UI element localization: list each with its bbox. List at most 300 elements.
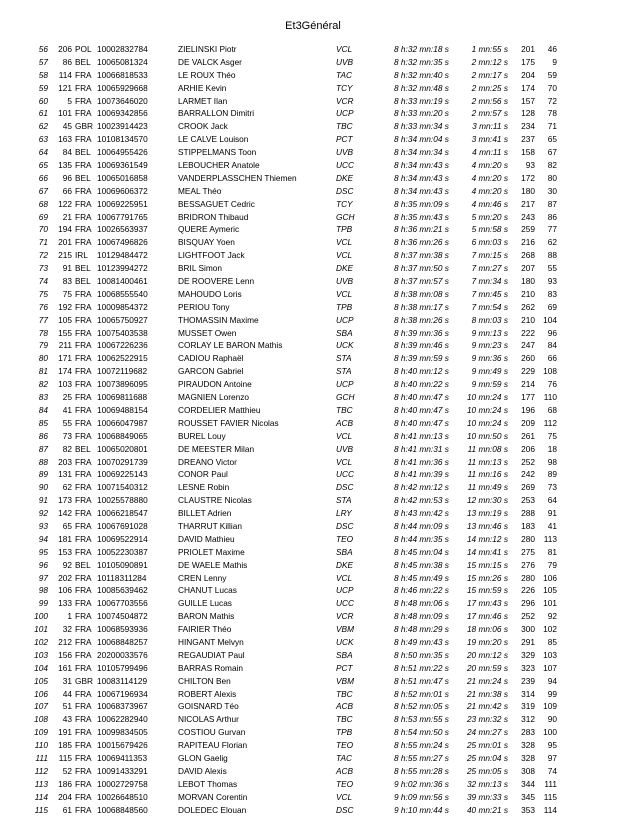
table-row — [0, 249, 626, 262]
time-cell: 8 h:40 mn:47 s — [394, 392, 449, 403]
table-row — [0, 804, 626, 817]
nationality-cell: FRA — [75, 430, 92, 441]
gap-cell: 20 mn:12 s — [466, 649, 508, 660]
gap-cell: 3 mn:41 s — [471, 134, 508, 145]
license-cell: 10085639462 — [97, 585, 148, 596]
nationality-cell: FRA — [75, 791, 92, 802]
position-cell: 88 — [547, 250, 557, 261]
rider-name-cell: LESNE Robin — [178, 482, 230, 493]
nationality-cell: POL — [75, 44, 92, 54]
bib-cell: 192 — [58, 301, 72, 312]
nationality-cell: FRA — [75, 417, 92, 428]
club-cell: VCR — [336, 611, 354, 622]
points-cell: 275 — [521, 546, 535, 557]
position-cell: 55 — [547, 263, 557, 274]
nationality-cell: FRA — [75, 288, 92, 299]
bib-cell: 163 — [58, 134, 72, 145]
bib-cell: 62 — [62, 482, 72, 493]
rider-name-cell: MAGNIEN Lorenzo — [178, 392, 250, 403]
club-cell: TBC — [336, 688, 353, 699]
rider-name-cell: LARMET Ilan — [178, 95, 228, 106]
license-cell: 10118311284 — [97, 572, 147, 583]
points-cell: 204 — [521, 69, 535, 80]
time-cell: 8 h:34 mn:43 s — [394, 185, 449, 196]
position-cell: 108 — [543, 366, 557, 377]
points-cell: 242 — [521, 469, 535, 480]
license-cell: 10091433291 — [97, 765, 148, 776]
time-cell: 8 h:34 mn:43 s — [394, 160, 449, 171]
nationality-cell: FRA — [75, 727, 92, 738]
table-row — [0, 327, 626, 340]
points-cell: 174 — [521, 82, 535, 93]
license-cell: 10068373967 — [97, 701, 148, 712]
rank-cell: 81 — [38, 366, 48, 377]
points-cell: 296 — [521, 598, 535, 609]
table-row — [0, 275, 626, 288]
club-cell: TBC — [336, 404, 353, 415]
rank-cell: 97 — [38, 572, 48, 583]
points-cell: 280 — [521, 533, 535, 544]
gap-cell: 25 mn:01 s — [466, 740, 508, 751]
gap-cell: 13 mn:46 s — [466, 520, 508, 531]
position-cell: 112 — [543, 417, 557, 428]
license-cell: 10105799496 — [97, 662, 148, 673]
rider-name-cell: CROOK Jack — [178, 121, 228, 132]
bib-cell: 215 — [58, 250, 72, 261]
rider-name-cell: ROUSSET FAVIER Nicolas — [178, 417, 279, 428]
rider-name-cell: MORVAN Corentin — [178, 791, 248, 802]
table-row — [0, 365, 626, 378]
time-cell: 8 h:55 mn:24 s — [394, 740, 449, 751]
gap-cell: 9 mn:13 s — [471, 327, 508, 338]
time-cell: 8 h:37 mn:38 s — [394, 250, 449, 261]
table-row — [0, 262, 626, 275]
time-cell: 8 h:50 mn:35 s — [394, 649, 449, 660]
nationality-cell: BEL — [75, 172, 91, 183]
table-row — [0, 443, 626, 456]
bib-cell: 191 — [58, 727, 72, 738]
license-cell: 10065020801 — [97, 443, 148, 454]
bib-cell: 203 — [58, 456, 72, 467]
table-row — [0, 404, 626, 417]
nationality-cell: FRA — [75, 662, 92, 673]
rider-name-cell: BESSAGUET Cedric — [178, 198, 255, 209]
points-cell: 175 — [521, 56, 535, 67]
bib-cell: 1 — [67, 611, 72, 622]
position-cell: 104 — [543, 314, 557, 325]
license-cell: 10108134570 — [97, 134, 148, 145]
time-cell: 8 h:42 mn:12 s — [394, 482, 449, 493]
points-cell: 323 — [521, 662, 535, 673]
position-cell: 95 — [547, 740, 557, 751]
gap-cell: 14 mn:41 s — [466, 546, 508, 557]
points-cell: 209 — [521, 417, 535, 428]
points-cell: 226 — [521, 585, 535, 596]
gap-cell: 10 mn:24 s — [466, 404, 508, 415]
rider-name-cell: MEAL Théo — [178, 185, 222, 196]
rider-name-cell: GARCON Gabriel — [178, 366, 244, 377]
table-row — [0, 572, 626, 585]
bib-cell: 21 — [62, 211, 72, 222]
license-cell: 10066818533 — [97, 69, 148, 80]
rank-cell: 85 — [38, 417, 48, 428]
table-row — [0, 700, 626, 713]
license-cell: 10015679426 — [97, 740, 148, 751]
rider-name-cell: NICOLAS Arthur — [178, 714, 239, 725]
gap-cell: 21 mn:42 s — [466, 701, 508, 712]
points-cell: 128 — [521, 108, 535, 119]
time-cell: 8 h:35 mn:43 s — [394, 211, 449, 222]
gap-cell: 11 mn:49 s — [467, 482, 508, 493]
license-cell: 10069522914 — [97, 533, 148, 544]
club-cell: VCL — [336, 288, 353, 299]
rank-cell: 94 — [38, 533, 48, 544]
rank-cell: 78 — [38, 327, 48, 338]
table-row — [0, 172, 626, 185]
rider-name-cell: COSTIOU Gurvan — [178, 727, 246, 738]
rank-cell: 92 — [38, 508, 48, 519]
license-cell: 10070291739 — [97, 456, 148, 467]
bib-cell: 96 — [62, 172, 72, 183]
points-cell: 172 — [521, 172, 535, 183]
time-cell: 8 h:44 mn:35 s — [394, 533, 449, 544]
position-cell: 62 — [547, 237, 557, 248]
club-cell: STA — [336, 353, 352, 364]
bib-cell: 156 — [58, 649, 72, 660]
license-cell: 10123994272 — [97, 263, 148, 274]
club-cell: SBA — [336, 327, 353, 338]
nationality-cell: GBR — [75, 121, 93, 132]
rider-name-cell: DE MEESTER Milan — [178, 443, 255, 454]
table-row — [0, 198, 626, 211]
bib-cell: 5 — [67, 95, 72, 106]
table-row — [0, 765, 626, 778]
license-cell: 10067196934 — [97, 688, 148, 699]
club-cell: STA — [336, 366, 352, 377]
rank-cell: 57 — [38, 56, 48, 67]
club-cell: STA — [336, 495, 352, 506]
bib-cell: 142 — [58, 508, 72, 519]
time-cell: 8 h:53 mn:55 s — [394, 714, 449, 725]
time-cell: 8 h:37 mn:57 s — [394, 276, 449, 287]
position-cell: 107 — [543, 662, 557, 673]
table-row — [0, 481, 626, 494]
table-row — [0, 339, 626, 352]
nationality-cell: FRA — [75, 211, 92, 222]
gap-cell: 14 mn:12 s — [466, 533, 508, 544]
club-cell: UCP — [336, 585, 354, 596]
club-cell: SBA — [336, 546, 353, 557]
license-cell: 10068593936 — [97, 624, 148, 635]
rider-name-cell: DAVID Mathieu — [178, 533, 235, 544]
bib-cell: 91 — [62, 263, 72, 274]
table-row — [0, 69, 626, 82]
license-cell: 10099834505 — [97, 727, 148, 738]
rank-cell: 106 — [34, 688, 48, 699]
license-cell: 10002832784 — [97, 44, 148, 54]
bib-cell: 121 — [58, 82, 72, 93]
club-cell: VCR — [336, 95, 354, 106]
nationality-cell: FRA — [75, 456, 92, 467]
rank-cell: 96 — [38, 559, 48, 570]
points-cell: 252 — [521, 456, 535, 467]
position-cell: 96 — [547, 327, 557, 338]
rider-name-cell: BRIL Simon — [178, 263, 222, 274]
rank-cell: 69 — [38, 211, 48, 222]
bib-cell: 171 — [58, 353, 72, 364]
nationality-cell: FRA — [75, 611, 92, 622]
rank-cell: 56 — [38, 44, 48, 54]
time-cell: 8 h:54 mn:50 s — [394, 727, 449, 738]
bib-cell: 106 — [58, 585, 72, 596]
club-cell: GCH — [336, 211, 355, 222]
gap-cell: 7 mn:34 s — [471, 276, 508, 287]
time-cell: 8 h:33 mn:19 s — [394, 95, 449, 106]
rank-cell: 104 — [34, 662, 48, 673]
bib-cell: 66 — [62, 185, 72, 196]
table-row — [0, 417, 626, 430]
position-cell: 89 — [547, 469, 557, 480]
nationality-cell: FRA — [75, 649, 92, 660]
rank-cell: 62 — [38, 121, 48, 132]
bib-cell: 84 — [62, 147, 72, 158]
time-cell: 8 h:41 mn:36 s — [394, 456, 449, 467]
bib-cell: 73 — [62, 430, 72, 441]
rider-name-cell: LIGHTFOOT Jack — [178, 250, 245, 261]
points-cell: 261 — [521, 430, 535, 441]
nationality-cell: FRA — [75, 69, 92, 80]
time-cell: 8 h:45 mn:49 s — [394, 572, 449, 583]
bib-cell: 185 — [58, 740, 72, 751]
license-cell: 10062282940 — [97, 714, 148, 725]
club-cell: LRY — [336, 508, 352, 519]
license-cell: 10067496826 — [97, 237, 148, 248]
club-cell: VCL — [336, 44, 353, 54]
position-cell: 87 — [547, 198, 557, 209]
nationality-cell: FRA — [75, 134, 92, 145]
time-cell: 8 h:40 mn:12 s — [394, 366, 449, 377]
gap-cell: 15 mn:26 s — [466, 572, 508, 583]
rank-cell: 71 — [38, 237, 48, 248]
bib-cell: 186 — [58, 778, 72, 789]
time-cell: 8 h:55 mn:27 s — [394, 752, 449, 763]
position-cell: 76 — [547, 379, 557, 390]
bib-cell: 55 — [62, 417, 72, 428]
club-cell: UVB — [336, 443, 354, 454]
nationality-cell: FRA — [75, 585, 92, 596]
table-row — [0, 159, 626, 172]
gap-cell: 4 mn:20 s — [471, 160, 508, 171]
time-cell: 8 h:41 mn:13 s — [394, 430, 449, 441]
bib-cell: 86 — [62, 56, 72, 67]
points-cell: 314 — [521, 688, 535, 699]
time-cell: 8 h:48 mn:06 s — [394, 598, 449, 609]
license-cell: 10073896095 — [97, 379, 148, 390]
gap-cell: 9 mn:36 s — [471, 353, 508, 364]
nationality-cell: FRA — [75, 82, 92, 93]
position-cell: 65 — [547, 134, 557, 145]
rank-cell: 105 — [34, 675, 48, 686]
time-cell: 8 h:34 mn:43 s — [394, 172, 449, 183]
position-cell: 66 — [547, 353, 557, 364]
bib-cell: 153 — [58, 546, 72, 557]
time-cell: 8 h:42 mn:53 s — [394, 495, 449, 506]
nationality-cell: FRA — [75, 546, 92, 557]
license-cell: 10068555540 — [97, 288, 148, 299]
time-cell: 8 h:39 mn:46 s — [394, 340, 449, 351]
time-cell: 8 h:32 mn:48 s — [394, 82, 449, 93]
gap-cell: 18 mn:06 s — [466, 624, 508, 635]
rank-cell: 68 — [38, 198, 48, 209]
gap-cell: 25 mn:05 s — [466, 765, 508, 776]
time-cell: 8 h:48 mn:29 s — [394, 624, 449, 635]
club-cell: TPB — [336, 727, 353, 738]
table-row — [0, 713, 626, 726]
rank-cell: 72 — [38, 250, 48, 261]
position-cell: 41 — [547, 520, 557, 531]
time-cell: 8 h:41 mn:39 s — [394, 469, 449, 480]
club-cell: UCC — [336, 469, 354, 480]
rank-cell: 86 — [38, 430, 48, 441]
license-cell: 10068849065 — [97, 430, 148, 441]
rank-cell: 83 — [38, 392, 48, 403]
rank-cell: 87 — [38, 443, 48, 454]
club-cell: VCL — [336, 456, 353, 467]
club-cell: TEO — [336, 778, 354, 789]
table-row — [0, 675, 626, 688]
bib-cell: 92 — [62, 559, 72, 570]
rider-name-cell: LEBOT Thomas — [178, 778, 238, 789]
time-cell: 8 h:43 mn:42 s — [394, 508, 449, 519]
license-cell: 10066047987 — [97, 417, 148, 428]
points-cell: 276 — [521, 559, 535, 570]
table-row — [0, 778, 626, 791]
license-cell: 10073646020 — [97, 95, 148, 106]
club-cell: ACB — [336, 765, 354, 776]
rider-name-cell: BARRALLON Dimitri — [178, 108, 255, 119]
rider-name-cell: BILLET Adrien — [178, 508, 232, 519]
table-row — [0, 623, 626, 636]
license-cell: 10068848257 — [97, 636, 148, 647]
table-row — [0, 288, 626, 301]
points-cell: 180 — [521, 185, 535, 196]
points-cell: 252 — [521, 611, 535, 622]
club-cell: UCC — [336, 160, 354, 171]
nationality-cell: FRA — [75, 379, 92, 390]
bib-cell: 204 — [58, 791, 72, 802]
license-cell: 10071540312 — [97, 482, 148, 493]
bib-cell: 135 — [58, 160, 72, 171]
gap-cell: 5 mn:20 s — [471, 211, 508, 222]
rider-name-cell: CORLAY LE BARON Mathis — [178, 340, 283, 351]
position-cell: 92 — [547, 611, 557, 622]
gap-cell: 1 mn:55 s — [471, 44, 508, 54]
rank-cell: 75 — [38, 288, 48, 299]
bib-cell: 103 — [58, 379, 72, 390]
table-row — [0, 726, 626, 739]
bib-cell: 114 — [58, 69, 72, 80]
rider-name-cell: LEBOUCHER Anatole — [178, 160, 260, 171]
nationality-cell: FRA — [75, 701, 92, 712]
license-cell: 10105090891 — [97, 559, 148, 570]
club-cell: UVB — [336, 147, 354, 158]
table-row — [0, 546, 626, 559]
bib-cell: 105 — [58, 314, 72, 325]
nationality-cell: FRA — [75, 624, 92, 635]
gap-cell: 7 mn:54 s — [471, 301, 508, 312]
rider-name-cell: DE ROOVERE Lenn — [178, 276, 255, 287]
bib-cell: 181 — [58, 533, 72, 544]
bib-cell: 194 — [58, 224, 72, 235]
time-cell: 8 h:40 mn:22 s — [394, 379, 449, 390]
position-cell: 73 — [547, 482, 557, 493]
club-cell: DKE — [336, 172, 354, 183]
bib-cell: 61 — [62, 804, 72, 815]
position-cell: 102 — [543, 624, 557, 635]
nationality-cell: FRA — [75, 108, 92, 119]
table-row — [0, 456, 626, 469]
rank-cell: 89 — [38, 469, 48, 480]
nationality-cell: FRA — [75, 340, 92, 351]
points-cell: 247 — [521, 340, 535, 351]
table-row — [0, 559, 626, 572]
license-cell: 10052230387 — [97, 546, 148, 557]
gap-cell: 7 mn:15 s — [471, 250, 508, 261]
nationality-cell: BEL — [75, 263, 91, 274]
license-cell: 10129484472 — [97, 250, 148, 261]
position-cell: 78 — [547, 108, 557, 119]
rank-cell: 109 — [34, 727, 48, 738]
table-row — [0, 468, 626, 481]
table-row — [0, 43, 626, 56]
table-row — [0, 430, 626, 443]
table-row — [0, 649, 626, 662]
nationality-cell: FRA — [75, 765, 92, 776]
gap-cell: 25 mn:04 s — [466, 752, 508, 763]
nationality-cell: GBR — [75, 675, 93, 686]
points-cell: 196 — [521, 404, 535, 415]
gap-cell: 4 mn:46 s — [471, 198, 508, 209]
table-row — [0, 378, 626, 391]
rank-cell: 93 — [38, 520, 48, 531]
time-cell: 8 h:32 mn:40 s — [394, 69, 449, 80]
position-cell: 81 — [547, 546, 557, 557]
nationality-cell: FRA — [75, 533, 92, 544]
club-cell: VBM — [336, 624, 354, 635]
position-cell: 70 — [547, 82, 557, 93]
gap-cell: 2 mn:17 s — [471, 69, 508, 80]
license-cell: 10065081324 — [97, 56, 148, 67]
time-cell: 8 h:34 mn:04 s — [394, 134, 449, 145]
nationality-cell: FRA — [75, 636, 92, 647]
rider-name-cell: PRIOLET Maxime — [178, 546, 245, 557]
points-cell: 177 — [521, 392, 535, 403]
points-cell: 239 — [521, 675, 535, 686]
position-cell: 85 — [547, 636, 557, 647]
table-row — [0, 636, 626, 649]
points-cell: 183 — [521, 520, 535, 531]
position-cell: 30 — [547, 185, 557, 196]
gap-cell: 32 mn:13 s — [466, 778, 508, 789]
license-cell: 10065750927 — [97, 314, 148, 325]
nationality-cell: FRA — [75, 598, 92, 609]
time-cell: 8 h:41 mn:31 s — [394, 443, 449, 454]
nationality-cell: FRA — [75, 482, 92, 493]
rank-cell: 60 — [38, 95, 48, 106]
points-cell: 206 — [521, 443, 535, 454]
table-row — [0, 662, 626, 675]
rank-cell: 73 — [38, 263, 48, 274]
